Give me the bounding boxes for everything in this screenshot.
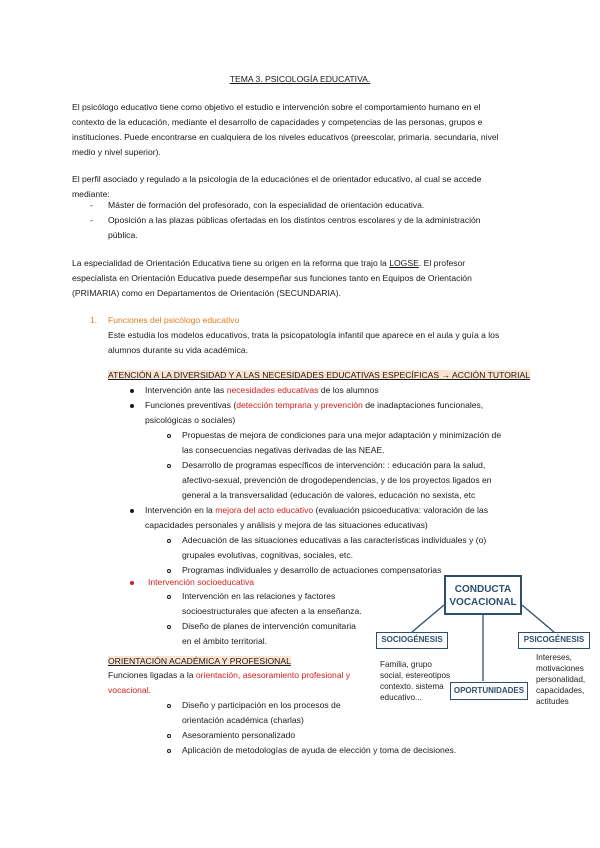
- orientation-text: .: [148, 685, 151, 695]
- logse-text: . El profesor: [418, 258, 466, 268]
- bullet-highlight: necesidades educativas: [226, 385, 319, 395]
- diagram-center-label: CONDUCTA: [454, 584, 512, 595]
- section-paragraph: [108, 328, 499, 358]
- profile-item-line: Máster de formación del profesorado, con la especialidad de orientación educativa.: [108, 200, 425, 210]
- diagram-bottom-label: OPORTUNIDADES: [453, 686, 525, 695]
- subitem-line: afectivo-sexual, prevención de drogodependencias, y de los proyectos ligados en: [182, 475, 492, 485]
- bullet-text: Intervención ante las: [145, 385, 227, 395]
- subitem-line: Aplicación de metodologías de ayuda de elección y toma de decisiones.: [182, 745, 457, 755]
- subitem-line: Diseño y participación en los procesos de: [182, 700, 341, 710]
- circle-bullet-icon: [167, 734, 171, 738]
- bullet-text: (evaluación psicoeducativa: valoración de las: [313, 505, 489, 515]
- section-line: alumnos durante su vida académica.: [108, 345, 248, 355]
- diagram-right-label: PSICOGÉNESIS: [523, 635, 585, 644]
- bullet-icon: [130, 404, 134, 408]
- logse-acronym: LOGSE: [389, 258, 419, 268]
- diagram-right-line: Intereses,: [536, 653, 572, 662]
- dash-marker: -: [90, 200, 93, 210]
- profile-item: [108, 198, 424, 213]
- logse-line: (PRIMARIA) como en Departamentos de Orientación (SECUNDARIA).: [72, 288, 341, 298]
- intro-line: El psicólogo educativo tiene como objetivo el estudio e intervención sobre el comportamiento humano en el: [72, 102, 481, 112]
- connector-left: [412, 605, 444, 632]
- orientation-heading: [108, 654, 291, 669]
- orientation-highlight: vocacional: [108, 685, 149, 695]
- bullet-icon: [130, 389, 134, 393]
- subitem-line: Asesoramiento personalizado: [182, 730, 296, 740]
- bullet-icon: [130, 581, 134, 585]
- bullet-highlight: mejora del acto educativo: [215, 505, 314, 515]
- bullet-text: Intervención en la: [145, 505, 216, 515]
- circle-bullet-icon: [167, 434, 171, 438]
- bullet-icon: [130, 509, 134, 513]
- circle-bullet-icon: [167, 569, 171, 573]
- bullet-text: Funciones preventivas (: [145, 400, 237, 410]
- dash-marker: -: [90, 215, 93, 225]
- attention-bullet: [145, 383, 379, 398]
- circle-bullet-icon: [167, 704, 171, 708]
- diagram-center-box: [444, 575, 522, 615]
- intro-line: instituciones. Puede encontrarse en cualquiera de los niveles educativos (preescolar, primaria. secundaria, nivel: [72, 132, 499, 142]
- orientation-highlight: orientación, asesoramiento profesional y: [195, 670, 351, 680]
- section-line: Este estudia los modelos educativos, trata la psicopatología infantil que aparece en el aula y guía a los: [108, 330, 500, 340]
- subitem-line: Adecuación de las situaciones educativas a las características individuales y (o): [182, 535, 487, 545]
- bullet-text: de los alumnos: [318, 385, 379, 395]
- page-title: TEMA 3. PSICOLOGÍA EDUCATIVA.: [229, 74, 371, 84]
- circle-bullet-icon: [167, 625, 171, 629]
- subitem-line: en el ámbito territorial.: [182, 636, 268, 646]
- orientation-subitem: [182, 743, 456, 758]
- subitem-line: general a la transversalidad (educación de valores, educación no sexista, etc: [182, 490, 476, 500]
- bullet-highlight: detección temprana y prevención: [236, 400, 363, 410]
- bullet-text: capacidades personales y análisis y mejora de las situaciones educativas): [145, 520, 428, 530]
- intro-line: medio y nivel superior).: [72, 147, 161, 157]
- diagram-right-line: capacidades,: [536, 686, 585, 695]
- intro-paragraph: [72, 100, 499, 160]
- subitem-line: socioestructurales que afecten a la enseñanza.: [182, 606, 362, 616]
- circle-bullet-icon: [167, 749, 171, 753]
- section-heading: Funciones del psicólogo educativo: [108, 315, 240, 325]
- diagram-left-line: social, estereotipos: [380, 671, 451, 680]
- diagram-left-label: SOCIOGÉNESIS: [381, 635, 443, 644]
- diagram-left-box: [376, 632, 448, 649]
- circle-bullet-icon: [167, 595, 171, 599]
- profile-line: mediante:: [72, 189, 110, 199]
- diagram-bottom-box: [450, 682, 528, 700]
- diagram-center-label: VOCACIONAL: [449, 597, 517, 608]
- logse-line: especialista en Orientación Educativa puede desempeñar sus funciones tanto en Equipos de Orientación: [72, 273, 472, 283]
- diagram-left-line: contexto. sistema: [380, 682, 444, 691]
- circle-bullet-icon: [167, 464, 171, 468]
- profile-item-line: Oposición a las plazas públicas ofertadas en los distintos centros escolares y de la administración: [108, 215, 481, 225]
- orientation-paragraph: [108, 668, 350, 698]
- orientation-text: Funciones ligadas a la: [108, 670, 196, 680]
- diagram-right-line: actitudes: [536, 697, 569, 706]
- diagram-left-text: [380, 659, 450, 703]
- bullet-text: de inadaptaciones funcionales,: [362, 400, 484, 410]
- diagram-right-box: [518, 632, 590, 649]
- logse-text: La especialidad de Orientación Educativa tiene su origen en la reforma que trajo la: [72, 258, 390, 268]
- attention-subitem: [182, 533, 486, 563]
- subitem-line: orientación académica (charlas): [182, 715, 304, 725]
- diagram-right-line: personalidad,: [536, 675, 586, 684]
- subitem-line: Programas individuales y desarrollo de actuaciones compensatorias: [182, 565, 442, 575]
- orientation-heading-text: ORIENTACIÓN ACADÉMICA Y PROFESIONAL: [108, 656, 291, 666]
- subitem-line: las consecuencias negativas derivadas de las NEAE.: [182, 445, 385, 455]
- profile-item-line: pública.: [108, 230, 138, 240]
- vocational-diagram: [372, 575, 592, 710]
- connector-right: [522, 605, 554, 632]
- subitem-line: Desarrollo de programas específicos de intervención: : educación para la salud,: [182, 460, 486, 470]
- attention-heading: [108, 368, 530, 383]
- diagram-right-text: [536, 652, 585, 707]
- diagram-left-line: Familia, grupo: [380, 660, 432, 669]
- subitem-line: Intervención en las relaciones y factores: [182, 591, 336, 601]
- attention-bullet: [145, 503, 488, 533]
- attention-heading-text: ATENCIÓN A LA DIVERSIDAD Y A LAS NECESIDADES EDUCATIVAS ESPECÍFICAS → ACCIÓN TUTORIAL: [108, 370, 531, 380]
- attention-bullet-socioeducativa: Intervención socioeducativa: [148, 577, 255, 587]
- profile-line: El perfil asociado y regulado a la psicología de la educaciónes el de orientador educativo, al cual se accede: [72, 174, 482, 184]
- attention-bullet: [145, 398, 483, 428]
- diagram-left-line: educativo...: [380, 693, 422, 702]
- diagram-right-line: motivaciones: [536, 664, 584, 673]
- orientation-subitem: [182, 728, 295, 743]
- section-number: 1.: [90, 315, 98, 325]
- attention-subitem: [182, 619, 356, 649]
- logse-paragraph: [72, 256, 472, 301]
- bullet-text: psicológicas o sociales): [145, 415, 236, 425]
- subitem-line: grupales evolutivas, cognitivas, sociales, etc.: [182, 550, 354, 560]
- attention-subitem: [182, 589, 362, 619]
- intro-line: contexto de la educación, mediante el desarrollo de capacidades y competencias de las personas, grupos e: [72, 117, 483, 127]
- subitem-line: Propuestas de mejora de condiciones para una mejor adaptación y minimización de: [182, 430, 502, 440]
- circle-bullet-icon: [167, 539, 171, 543]
- subitem-line: Diseño de planes de intervención comunitaria: [182, 621, 356, 631]
- profile-item: [108, 213, 481, 243]
- attention-subitem: [182, 458, 492, 503]
- attention-subitem: [182, 428, 501, 458]
- orientation-subitem: [182, 698, 341, 728]
